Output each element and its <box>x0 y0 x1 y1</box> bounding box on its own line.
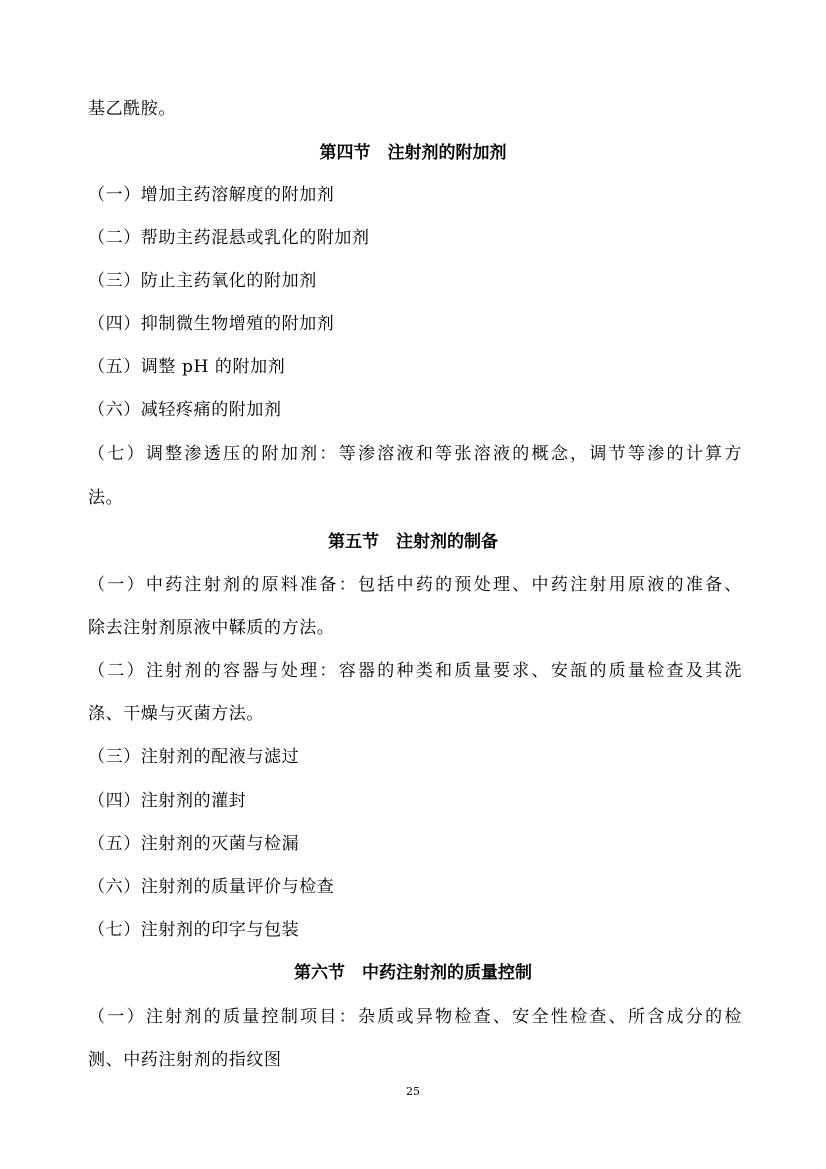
list-item-continuation: 除去注射剂原液中鞣质的方法。 <box>88 618 335 638</box>
list-item: （四）注射剂的灌封 <box>88 791 247 811</box>
list-item-continuation: 法。 <box>88 488 124 508</box>
list-item: （一）中药注射剂的原料准备：包括中药的预处理、中药注射用原液的准备、 <box>88 575 742 595</box>
paragraph-line: 基乙酰胺。 <box>88 99 176 119</box>
list-item: （一）注射剂的质量控制项目：杂质或异物检查、安全性检查、所含成分的检 <box>88 1007 742 1027</box>
list-item-continuation: 涤、干燥与灭菌方法。 <box>88 704 264 724</box>
list-item: （三）注射剂的配液与滤过 <box>88 747 300 767</box>
page-number: 25 <box>406 1085 420 1098</box>
section-heading-6: 第六节 中药注射剂的质量控制 <box>294 963 532 983</box>
list-item: （四）抑制微生物增殖的附加剂 <box>88 314 335 334</box>
list-item: （六）注射剂的质量评价与检查 <box>88 877 335 897</box>
section-heading-5: 第五节 注射剂的制备 <box>328 532 498 552</box>
section-heading-4: 第四节 注射剂的附加剂 <box>319 143 507 163</box>
list-item: （二）帮助主药混悬或乳化的附加剂 <box>88 228 370 248</box>
list-item: （七）注射剂的印字与包装 <box>88 920 300 940</box>
list-item: （六）减轻疼痛的附加剂 <box>88 400 282 420</box>
list-item: （五）注射剂的灭菌与检漏 <box>88 834 300 854</box>
list-item: （二）注射剂的容器与处理：容器的种类和质量要求、安瓿的质量检查及其洗 <box>88 661 742 681</box>
list-item: （三）防止主药氧化的附加剂 <box>88 271 317 291</box>
list-item-continuation: 测、中药注射剂的指纹图 <box>88 1050 282 1070</box>
list-item: （一）增加主药溶解度的附加剂 <box>88 185 335 205</box>
list-item: （七）调整渗透压的附加剂：等渗溶液和等张溶液的概念，调节等渗的计算方 <box>88 444 742 464</box>
list-item: （五）调整 pH 的附加剂 <box>88 357 286 377</box>
